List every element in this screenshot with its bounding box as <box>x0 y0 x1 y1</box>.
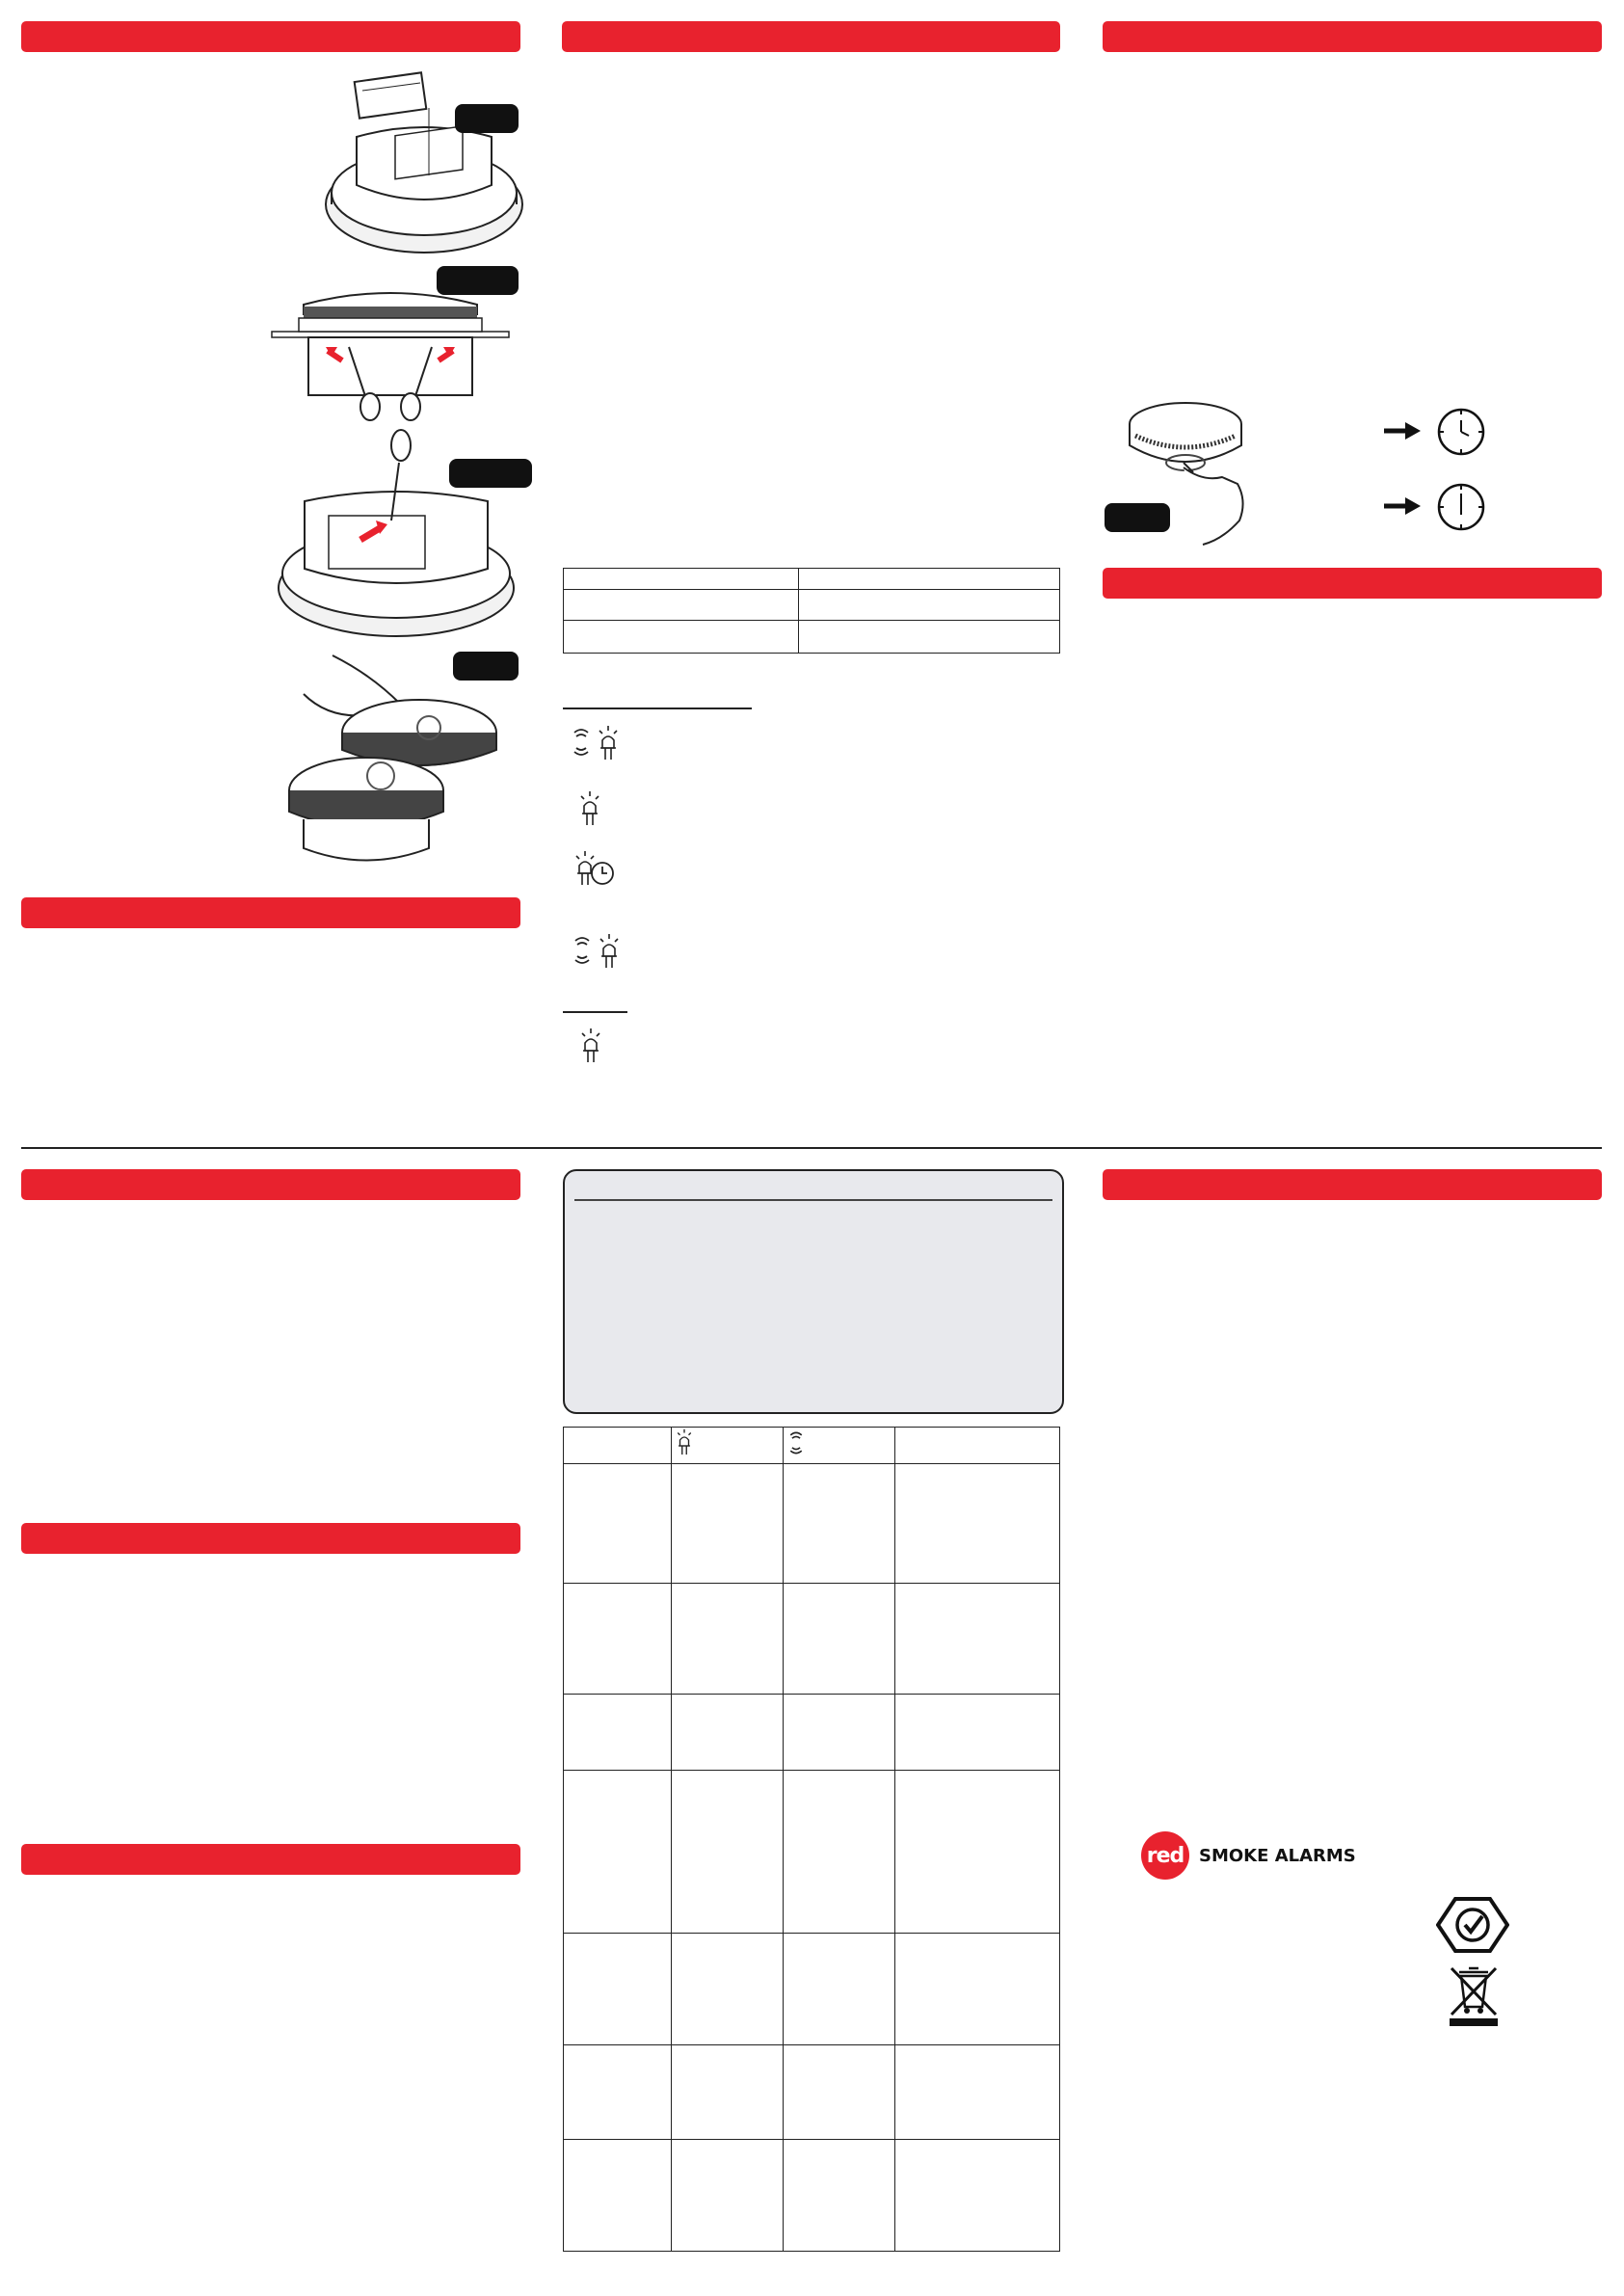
table-cell <box>895 2045 1060 2140</box>
sound-wave-icon <box>787 1428 805 1457</box>
brand-logo-mark: red <box>1141 1831 1189 1880</box>
clock-icon <box>1436 407 1486 457</box>
table-cell <box>784 1771 895 1934</box>
table-row <box>564 2045 1060 2140</box>
table-cell <box>672 2140 784 2252</box>
table-row <box>564 1934 1060 2045</box>
led-icon <box>599 933 620 972</box>
table-row <box>564 1584 1060 1695</box>
table-row <box>564 621 1060 654</box>
table-cell <box>895 1464 1060 1584</box>
specification-table <box>563 568 1060 654</box>
led-icon <box>676 1428 693 1457</box>
table-cell <box>564 2045 672 2140</box>
table-cell <box>564 1934 672 2045</box>
table-cell <box>564 1464 672 1584</box>
indicator-table <box>563 1427 1060 2252</box>
table-cell <box>799 569 1060 590</box>
info-panel-rule <box>574 1199 1052 1201</box>
table-row <box>564 590 1060 621</box>
table-cell <box>564 569 799 590</box>
section-header-bar <box>1103 568 1602 599</box>
table-header-cell <box>895 1428 1060 1464</box>
table-cell <box>895 1695 1060 1771</box>
led-icon <box>598 725 619 763</box>
section-header-bar <box>21 1844 520 1875</box>
arrow-right-icon <box>1384 495 1421 517</box>
clock-icon <box>1436 482 1486 532</box>
table-cell <box>564 1771 672 1934</box>
sound-wave-icon <box>571 725 592 760</box>
table-cell <box>672 1771 784 1934</box>
table-row <box>564 569 1060 590</box>
table-cell <box>672 1464 784 1584</box>
arrow-right-icon <box>1384 420 1421 441</box>
table-cell <box>564 1695 672 1771</box>
table-header-cell <box>564 1428 672 1464</box>
rcm-compliance-icon <box>1436 1895 1509 1955</box>
table-cell <box>784 1464 895 1584</box>
table-header-cell <box>672 1428 784 1464</box>
clock-icon <box>590 861 615 886</box>
table-cell <box>895 1771 1060 1934</box>
table-cell <box>784 1934 895 2045</box>
brand-logo <box>1141 1831 1356 1880</box>
table-row <box>564 1771 1060 1934</box>
led-icon <box>579 790 600 829</box>
section-header-bar <box>562 21 1060 52</box>
table-cell <box>564 621 799 654</box>
page-divider <box>21 1147 1602 1149</box>
section-header-bar <box>21 1523 520 1554</box>
table-cell <box>672 1934 784 2045</box>
section-header-bar <box>21 21 520 52</box>
table-cell <box>672 1584 784 1695</box>
table-cell <box>784 2140 895 2252</box>
table-cell <box>895 1934 1060 2045</box>
section-header-bar <box>1103 1169 1602 1200</box>
battery-insertion-illustration <box>318 69 530 262</box>
section-header-bar <box>1103 21 1602 52</box>
brand-name: SMOKE ALARMS <box>1199 1845 1356 1866</box>
table-row <box>564 2140 1060 2252</box>
section-header-bar <box>21 1169 520 1200</box>
table-cell <box>784 1695 895 1771</box>
table-cell <box>784 1584 895 1695</box>
subheading-underline <box>563 707 752 709</box>
table-row <box>564 1464 1060 1584</box>
info-panel <box>563 1169 1064 1414</box>
table-cell <box>799 590 1060 621</box>
step-tag <box>1105 503 1170 532</box>
led-icon <box>580 1028 601 1066</box>
table-cell <box>784 2045 895 2140</box>
crossed-out-bin-icon <box>1448 1962 1500 2026</box>
side-release-illustration <box>270 283 511 428</box>
screwdriver-release-illustration <box>276 424 517 641</box>
table-cell <box>895 2140 1060 2252</box>
table-cell <box>564 2140 672 2252</box>
subheading-underline <box>563 1011 627 1013</box>
step-tag <box>455 104 519 133</box>
attach-alarm-illustration <box>275 636 516 877</box>
table-cell <box>799 621 1060 654</box>
table-cell <box>672 1695 784 1771</box>
table-cell <box>564 590 799 621</box>
table-cell <box>895 1584 1060 1695</box>
section-header-bar <box>21 897 520 928</box>
table-row <box>564 1695 1060 1771</box>
table-cell <box>564 1584 672 1695</box>
table-header-cell <box>784 1428 895 1464</box>
table-cell <box>672 2045 784 2140</box>
sound-wave-icon <box>572 933 593 968</box>
table-header-row <box>564 1428 1060 1464</box>
